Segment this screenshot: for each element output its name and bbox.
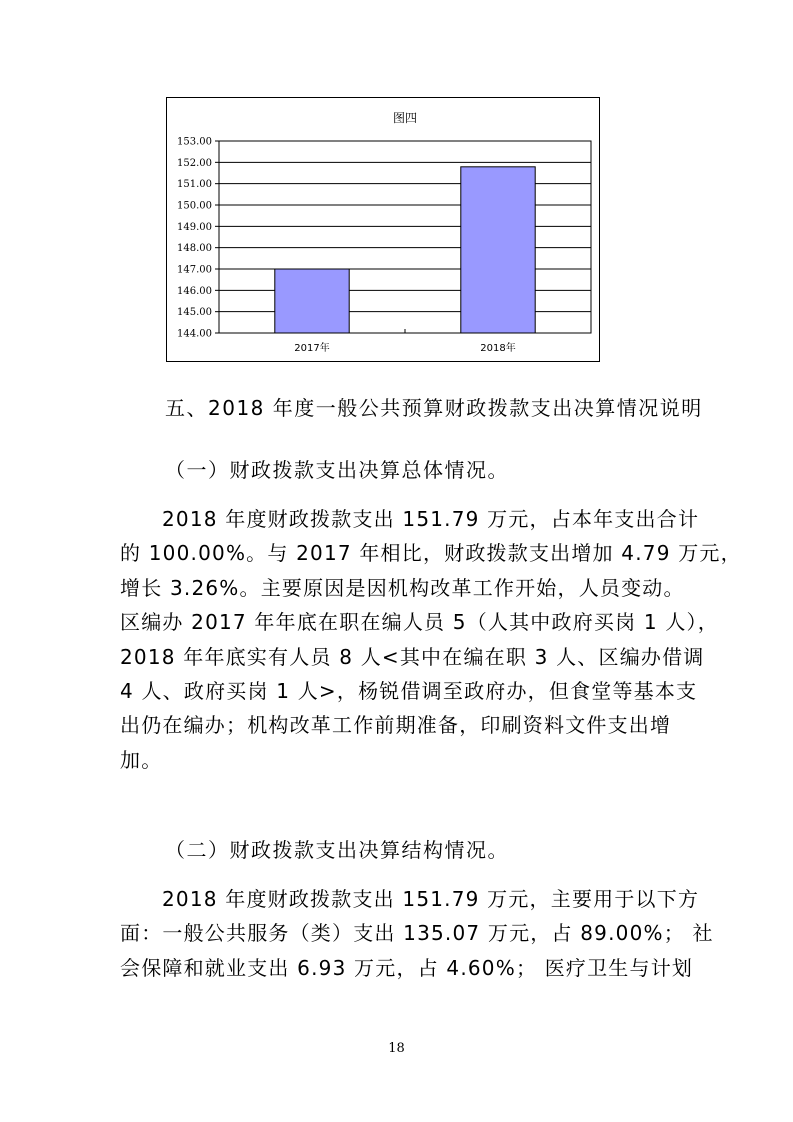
paragraph-line: 加。 [120,747,163,772]
y-tick-label: 149.00 [177,221,212,233]
x-tick-label: 2018年 [480,343,516,354]
paragraph-structure [120,882,714,985]
chart-canvas [167,98,601,363]
bar [275,269,349,333]
page-number: 18 [388,1041,405,1056]
section-heading-5: 五、2018 年度一般公共预算财政拨款支出决算情况说明 [165,396,703,420]
y-tick-label: 147.00 [177,264,212,276]
paragraph-line: 增长 3.26%。主要原因是因机构改革工作开始，人员变动。 [120,575,685,600]
paragraph-line: 4 人、政府买岗 1 人>，杨锐借调至政府办，但食堂等基本支 [120,678,698,703]
y-tick-label: 144.00 [177,328,212,340]
chart-title: 图四 [392,111,418,125]
paragraph-line: 出仍在编办；机构改革工作前期准备，印刷资料文件支出增 [120,713,672,738]
y-tick-label: 151.00 [177,179,212,191]
y-tick-label: 153.00 [177,136,212,148]
y-tick-label: 150.00 [177,200,212,212]
y-tick-label: 152.00 [177,157,212,169]
paragraph-line: 区编办 2017 年年底在职在编人员 5（人其中政府买岗 1 人）， [120,610,719,635]
y-tick-label: 148.00 [177,243,212,255]
paragraph-line: 2018 年度财政拨款支出 151.79 万元，主要用于以下方 [162,887,700,911]
paragraph-line: 会保障和就业支出 6.93 万元，占 4.60%； 医疗卫生与计划 [120,955,694,980]
paragraph-line: 2018 年度财政拨款支出 151.79 万元，占本年支出合计 [162,507,700,531]
y-tick-label: 145.00 [177,307,212,319]
y-tick-label: 146.00 [177,285,212,297]
paragraph-line: 的 100.00%。与 2017 年相比，财政拨款支出增加 4.79 万元， [120,541,742,566]
bar-chart [166,97,600,362]
paragraph-line: 面：一般公共服务（类）支出 135.07 万元，占 89.00%； 社 [120,921,714,946]
bar [461,167,535,333]
paragraph-overview [120,502,742,777]
x-tick-label: 2017年 [294,343,330,354]
subsection-heading-overview: （一）财政拨款支出决算总体情况。 [165,458,509,482]
subsection-heading-structure: （二）财政拨款支出决算结构情况。 [165,838,509,862]
paragraph-line: 2018 年年底实有人员 8 人<其中在编在职 3 人、区编办借调 [120,644,705,669]
